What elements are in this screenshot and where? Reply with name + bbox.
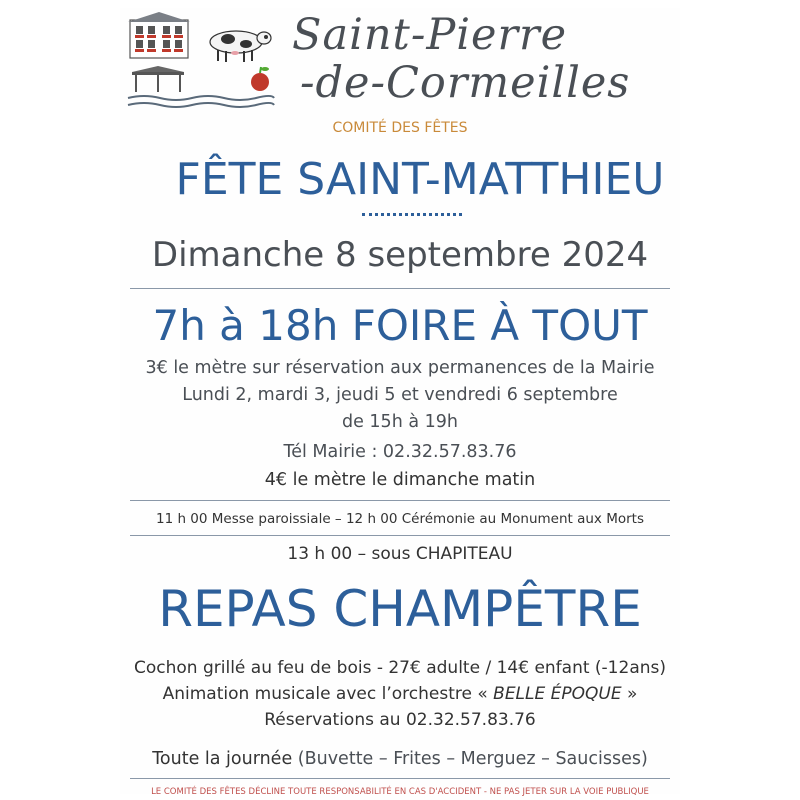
poster xyxy=(120,8,680,797)
meal-music xyxy=(120,684,680,704)
music-suffix: » xyxy=(621,684,638,704)
town-name-line2: -de-Cormeilles xyxy=(300,58,631,108)
foire-hours: de 15h à 19h xyxy=(341,412,458,432)
all-day-prefix: Toute la journée xyxy=(152,749,293,769)
footer-disclaimer: LE COMITÉ DES FÊTES DÉCLINE TOUTE RESPONSABILITÉ EN CAS D'ACCIDENT - NE PAS JETER SUR LA VOIE PUBLIQUE xyxy=(151,787,649,797)
music-prefix: Animation musicale avec l’orchestre « xyxy=(162,684,494,704)
divider xyxy=(130,535,670,536)
town-name-line1: Saint-Pierre xyxy=(292,10,568,60)
all-day-items: (Buvette – Frites – Merguez – Saucisses) xyxy=(292,749,648,769)
ceremony-text: 11 h 00 Messe paroissiale – 12 h 00 Cérémonie au Monument aux Morts xyxy=(155,511,644,527)
village-logo-icon xyxy=(124,12,276,112)
music-band: BELLE ÉPOQUE xyxy=(493,684,622,704)
event-title: FÊTE SAINT-MATTHIEU xyxy=(175,154,665,205)
dotted-divider xyxy=(362,213,462,220)
meal-menu: Cochon grillé au feu de bois - 27€ adulte / 14€ enfant (-12ans) xyxy=(134,658,666,678)
divider xyxy=(130,288,670,289)
divider xyxy=(130,500,670,501)
divider xyxy=(130,778,670,779)
foire-days: Lundi 2, mardi 3, jeudi 5 et vendredi 6 septembre xyxy=(182,385,618,405)
foire-sunday-price: 4€ le mètre le dimanche matin xyxy=(264,470,536,490)
all-day-line xyxy=(120,749,680,769)
foire-phone: Tél Mairie : 02.32.57.83.76 xyxy=(283,442,517,462)
foire-pricing: 3€ le mètre sur réservation aux permanences de la Mairie xyxy=(145,358,655,378)
meal-reservations: Réservations au 02.32.57.83.76 xyxy=(264,710,536,730)
foire-title: 7h à 18h FOIRE À TOUT xyxy=(152,301,648,350)
meal-title: REPAS CHAMPÊTRE xyxy=(158,580,642,638)
committee-label: COMITÉ DES FÊTES xyxy=(332,120,468,136)
event-date: Dimanche 8 septembre 2024 xyxy=(151,235,649,275)
meal-time: 13 h 00 – sous CHAPITEAU xyxy=(287,544,513,564)
